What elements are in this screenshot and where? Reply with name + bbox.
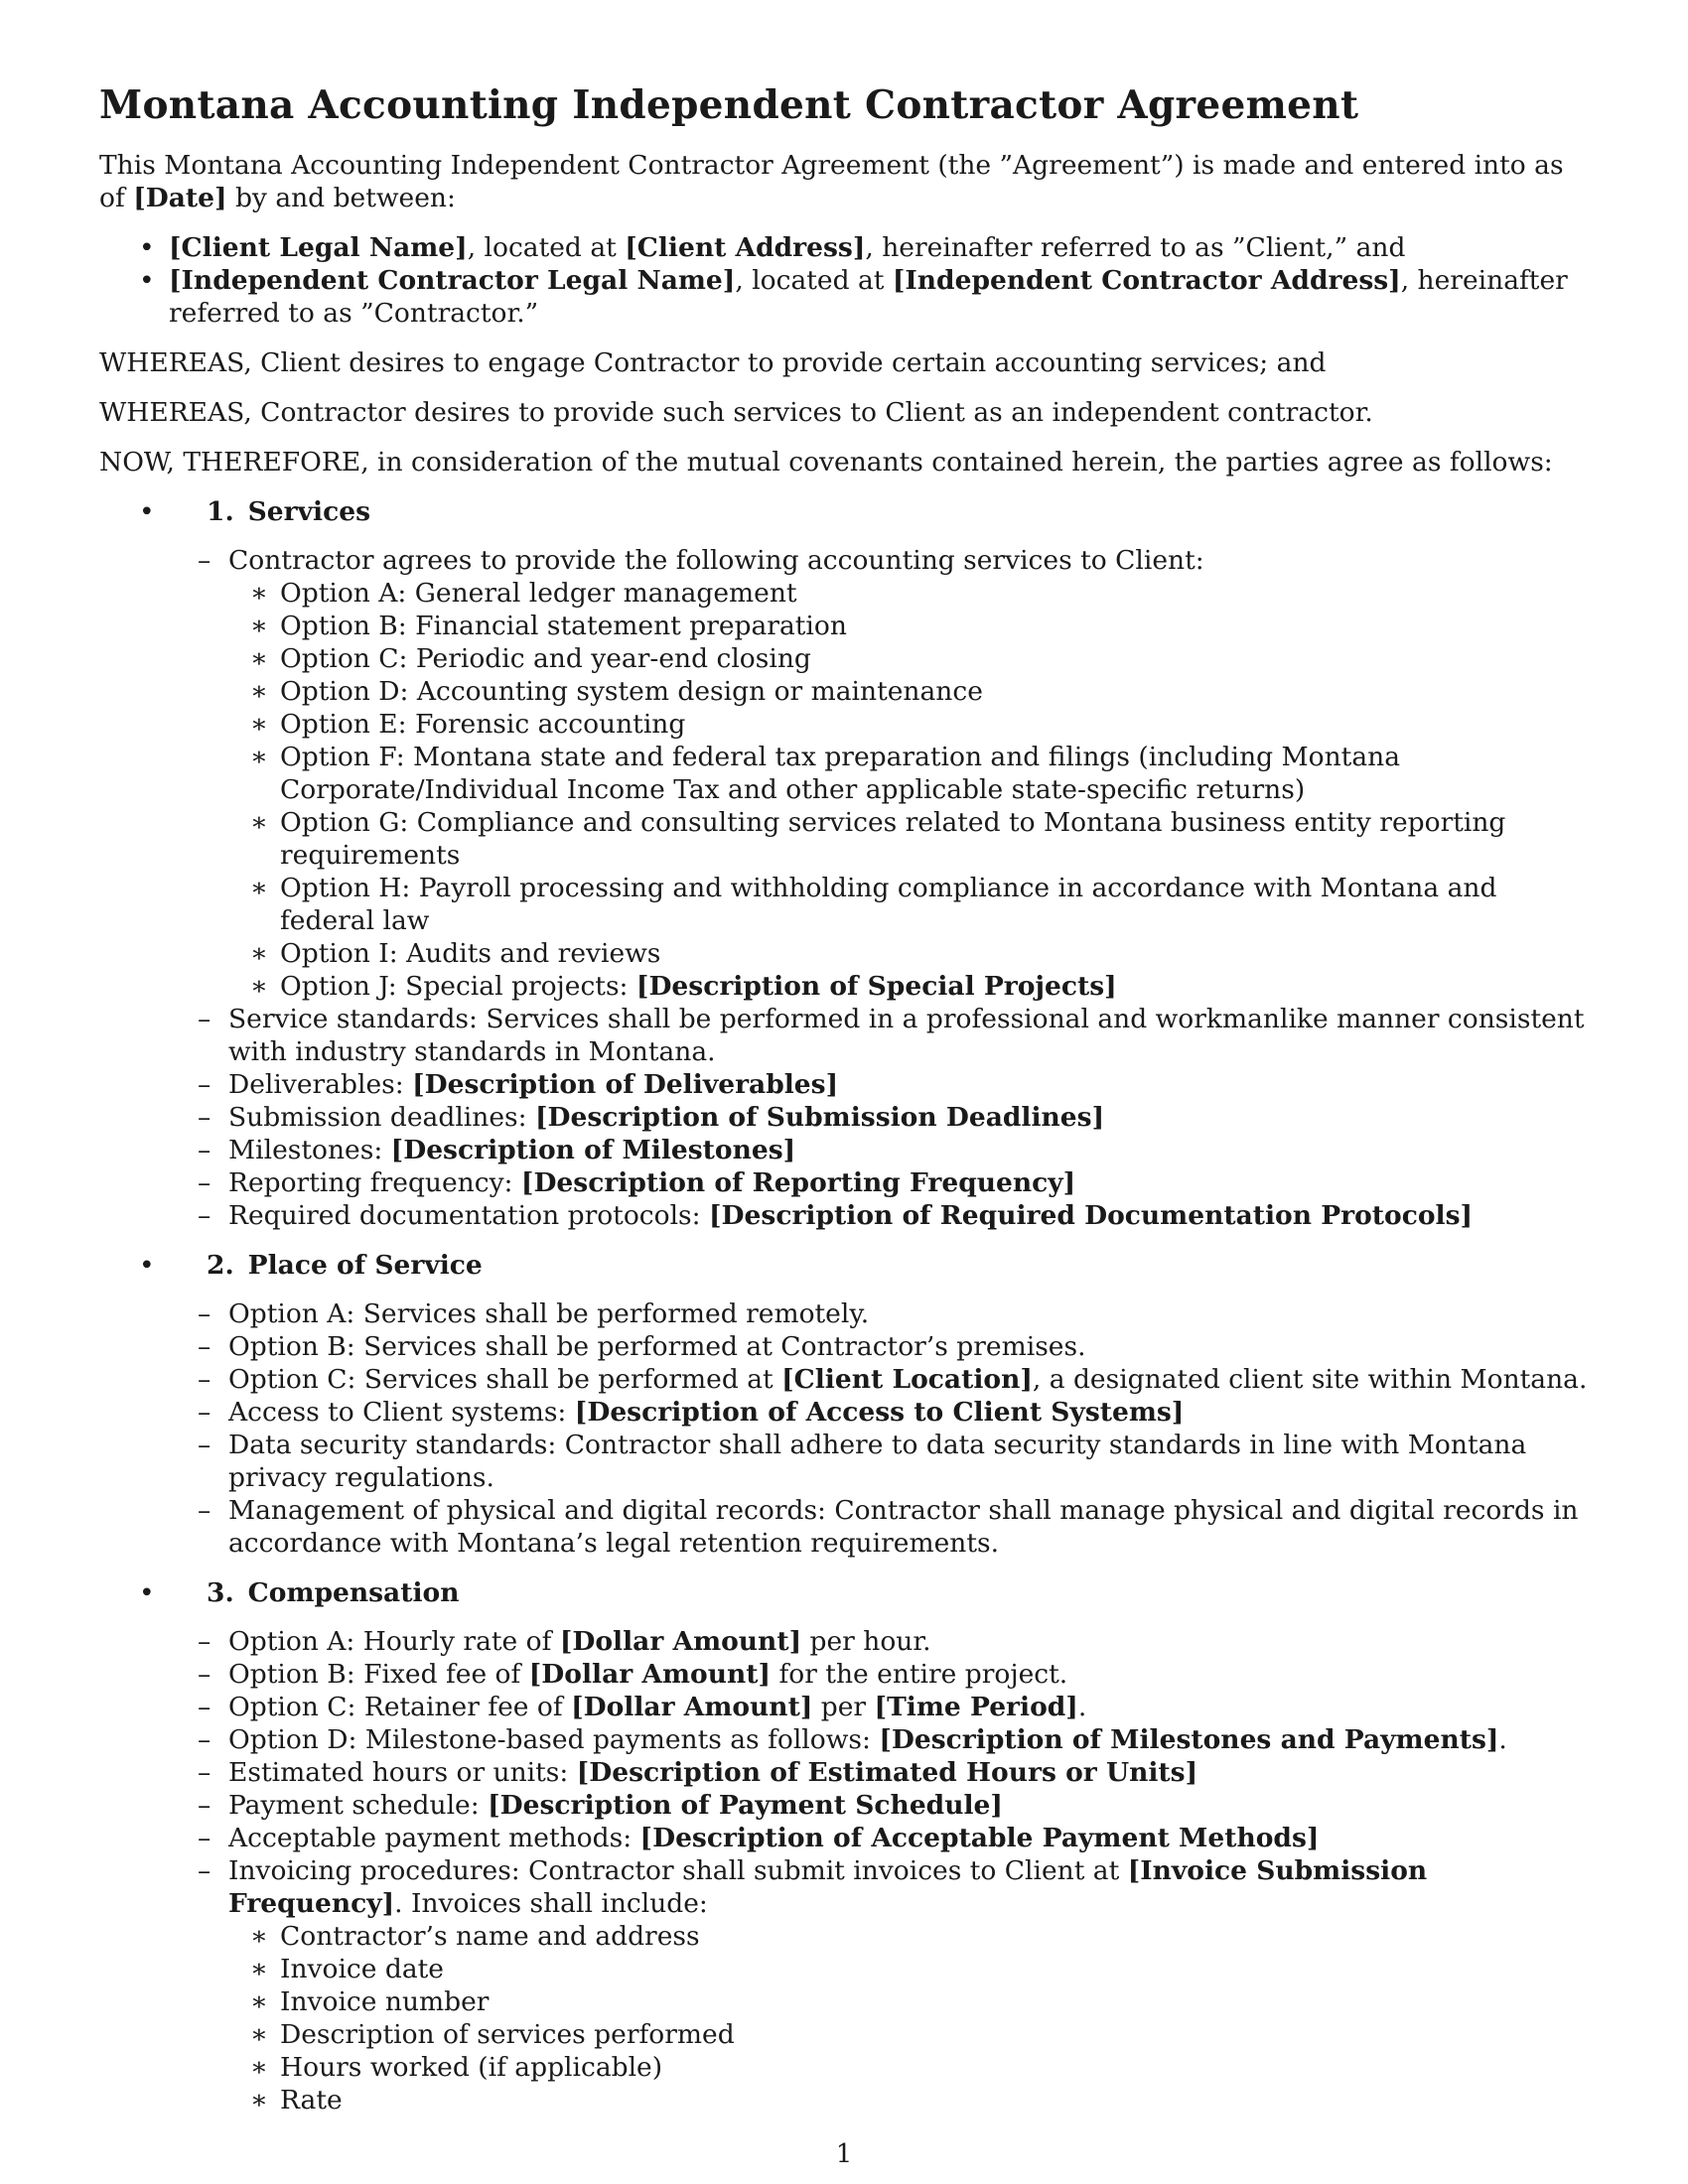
data-security-item: – Data security standards: Contractor shall adhere to data security standards in line with Montana privacy regulations.	[99, 1429, 1589, 1494]
client-location-placeholder: [Client Location]	[781, 1364, 1033, 1395]
intro-text-after: by and between:	[226, 183, 456, 213]
milestones-item	[99, 1134, 1589, 1166]
placeholder: [Description of Payment Schedule]	[488, 1790, 1003, 1821]
intro-text: This Montana Accounting Independent Contractor Agreement (the ”Agreement”) is made and entered into as of	[99, 150, 1564, 213]
comp-option-a	[99, 1625, 1589, 1658]
compensation-list	[99, 1625, 1589, 2116]
service-option: ∗ Option D: Accounting system design or maintenance	[228, 675, 1589, 708]
item-label: Required documentation protocols:	[228, 1200, 710, 1231]
option-label: Option D: Milestone-based payments as follows:	[228, 1724, 880, 1755]
item-label: Estimated hours or units:	[228, 1757, 577, 1788]
service-option: ∗ Option I: Audits and reviews	[228, 937, 1589, 970]
service-option: ∗ Option A: General ledger management	[228, 577, 1589, 610]
section-number: 1.	[207, 496, 234, 527]
placeholder: [Description of Reporting Frequency]	[520, 1167, 1076, 1198]
placeholder: [Dollar Amount]	[559, 1626, 802, 1657]
comp-option-d	[99, 1723, 1589, 1756]
whereas-client: WHEREAS, Client desires to engage Contractor to provide certain accounting services; and	[99, 347, 1327, 378]
place-option-b: – Option B: Services shall be performed at Contractor’s premises.	[99, 1330, 1589, 1363]
section-title: Compensation	[247, 1577, 460, 1608]
placeholder: [Description of Milestones and Payments]	[879, 1724, 1499, 1755]
placeholder: [Description of Estimated Hours or Units]	[576, 1757, 1198, 1788]
services-intro-text: Contractor agrees to provide the following accounting services to Client:	[228, 545, 1204, 576]
party-text: , hereinafter referred to as ”Contractor.”	[169, 265, 1568, 329]
section-number: 3.	[207, 1577, 234, 1608]
option-text: for the entire project.	[771, 1659, 1068, 1690]
deliverables-item	[99, 1068, 1589, 1101]
comp-option-b	[99, 1658, 1589, 1691]
item-label: Milestones:	[228, 1135, 391, 1165]
invoicing-item	[99, 1854, 1589, 2116]
option-label: Option C: Retainer fee of	[228, 1692, 572, 1722]
option-text: per	[812, 1692, 875, 1722]
invoice-content-item: ∗ Contractor’s name and address	[228, 1920, 1589, 1953]
section-title: Services	[247, 496, 371, 527]
item-text: . Invoices shall include:	[394, 1888, 708, 1919]
item-label: Reporting frequency:	[228, 1167, 521, 1198]
placeholder: [Description of Deliverables]	[412, 1069, 839, 1100]
service-option	[228, 970, 1589, 1003]
intro-paragraph	[99, 149, 1589, 214]
now-therefore: NOW, THEREFORE, in consideration of the mutual covenants contained herein, the parties agree as follows:	[99, 447, 1553, 478]
option-label: Option J: Special projects:	[280, 971, 636, 1002]
placeholder: [Description of Milestones]	[390, 1135, 796, 1165]
invoice-content-item: ∗ Description of services performed	[228, 2018, 1589, 2051]
option-text: , a designated client site within Montana.	[1032, 1364, 1588, 1395]
deadlines-item	[99, 1101, 1589, 1134]
date-placeholder: [Date]	[133, 183, 227, 213]
section-place-of-service	[99, 1249, 1589, 1560]
document-title: Montana Accounting Independent Contractor Agreement	[99, 82, 1359, 128]
special-projects-placeholder: [Description of Special Projects]	[635, 971, 1117, 1002]
placeholder: [Dollar Amount]	[571, 1692, 813, 1722]
section-services	[99, 495, 1589, 1232]
section-heading	[99, 1576, 1589, 1609]
option-text: per hour.	[801, 1626, 931, 1657]
placeholder: [Description of Required Documentation Protocols]	[709, 1200, 1474, 1231]
section-compensation	[99, 1576, 1589, 2116]
service-option: ∗ Option H: Payroll processing and withholding compliance in accordance with Montana and federal law	[228, 872, 1589, 937]
invoice-contents-list	[228, 1920, 1589, 2116]
service-option: ∗ Option F: Montana state and federal tax preparation and filings (including Montana Corporate/Individual Income Tax and other applicable state-specific returns)	[228, 741, 1589, 806]
invoice-content-item: ∗ Hours worked (if applicable)	[228, 2051, 1589, 2084]
records-item: – Management of physical and digital records: Contractor shall manage physical and digital records in accordance with Montana’s legal retention requirements.	[99, 1494, 1589, 1560]
section-number: 2.	[207, 1250, 234, 1281]
section-heading	[99, 495, 1589, 528]
placeholder: [Description of Acceptable Payment Methods]	[639, 1823, 1320, 1853]
payment-methods-item	[99, 1822, 1589, 1854]
client-name-placeholder: [Client Legal Name]	[169, 232, 468, 263]
document-page	[99, 81, 1589, 2133]
placeholder: [Dollar Amount]	[528, 1659, 772, 1690]
item-label: Payment schedule:	[228, 1790, 489, 1821]
service-options-list	[228, 577, 1589, 1003]
access-item	[99, 1396, 1589, 1429]
party-contractor	[99, 264, 1589, 330]
service-option: ∗ Option B: Financial statement preparation	[228, 610, 1589, 642]
page-number: 1	[835, 2139, 853, 2169]
party-text: , located at	[467, 232, 626, 263]
invoice-content-item: ∗ Invoice number	[228, 1985, 1589, 2018]
parties-list	[99, 231, 1589, 330]
sections	[99, 495, 1589, 2116]
item-label: Acceptable payment methods:	[228, 1823, 640, 1853]
invoice-content-item: ∗ Rate	[228, 2084, 1589, 2116]
service-option: ∗ Option C: Periodic and year-end closing	[228, 642, 1589, 675]
item-label: Access to Client systems:	[228, 1397, 575, 1428]
service-standards: – Service standards: Services shall be performed in a professional and workmanlike manner consistent with industry standards in Montana.	[99, 1003, 1589, 1068]
party-text: , hereinafter referred to as ”Client,” and	[865, 232, 1406, 263]
contractor-address-placeholder: [Independent Contractor Address]	[892, 265, 1401, 296]
client-address-placeholder: [Client Address]	[625, 232, 866, 263]
invoice-frequency-placeholder: [Invoice Submission Frequency]	[228, 1855, 1428, 1919]
placeholder: [Description of Access to Client Systems]	[574, 1397, 1185, 1428]
comp-option-c	[99, 1691, 1589, 1723]
invoice-content-item: ∗ Invoice date	[228, 1953, 1589, 1985]
documentation-item	[99, 1199, 1589, 1232]
option-text: .	[1077, 1692, 1087, 1722]
contractor-name-placeholder: [Independent Contractor Legal Name]	[169, 265, 736, 296]
estimated-hours-item	[99, 1756, 1589, 1789]
item-label: Invoicing procedures: Contractor shall submit invoices to Client at	[228, 1855, 1128, 1886]
section-title: Place of Service	[247, 1250, 483, 1281]
section-heading	[99, 1249, 1589, 1282]
option-label: Option C: Services shall be performed at	[228, 1364, 782, 1395]
option-label: Option A: Hourly rate of	[228, 1626, 560, 1657]
item-label: Submission deadlines:	[228, 1102, 535, 1133]
placeholder: [Time Period]	[874, 1692, 1078, 1722]
service-option: ∗ Option E: Forensic accounting	[228, 708, 1589, 741]
party-text: , located at	[735, 265, 893, 296]
party-client	[99, 231, 1589, 264]
place-list	[99, 1297, 1589, 1560]
payment-schedule-item	[99, 1789, 1589, 1822]
placeholder: [Description of Submission Deadlines]	[534, 1102, 1105, 1133]
reporting-item	[99, 1166, 1589, 1199]
place-option-a: – Option A: Services shall be performed remotely.	[99, 1297, 1589, 1330]
services-intro	[99, 544, 1589, 1003]
service-option: ∗ Option G: Compliance and consulting services related to Montana business entity reporting requirements	[228, 806, 1589, 872]
option-label: Option B: Fixed fee of	[228, 1659, 529, 1690]
option-text: .	[1498, 1724, 1507, 1755]
item-label: Deliverables:	[228, 1069, 413, 1100]
whereas-contractor: WHEREAS, Contractor desires to provide such services to Client as an independent contractor.	[99, 397, 1373, 428]
services-list	[99, 544, 1589, 1232]
place-option-c	[99, 1363, 1589, 1396]
